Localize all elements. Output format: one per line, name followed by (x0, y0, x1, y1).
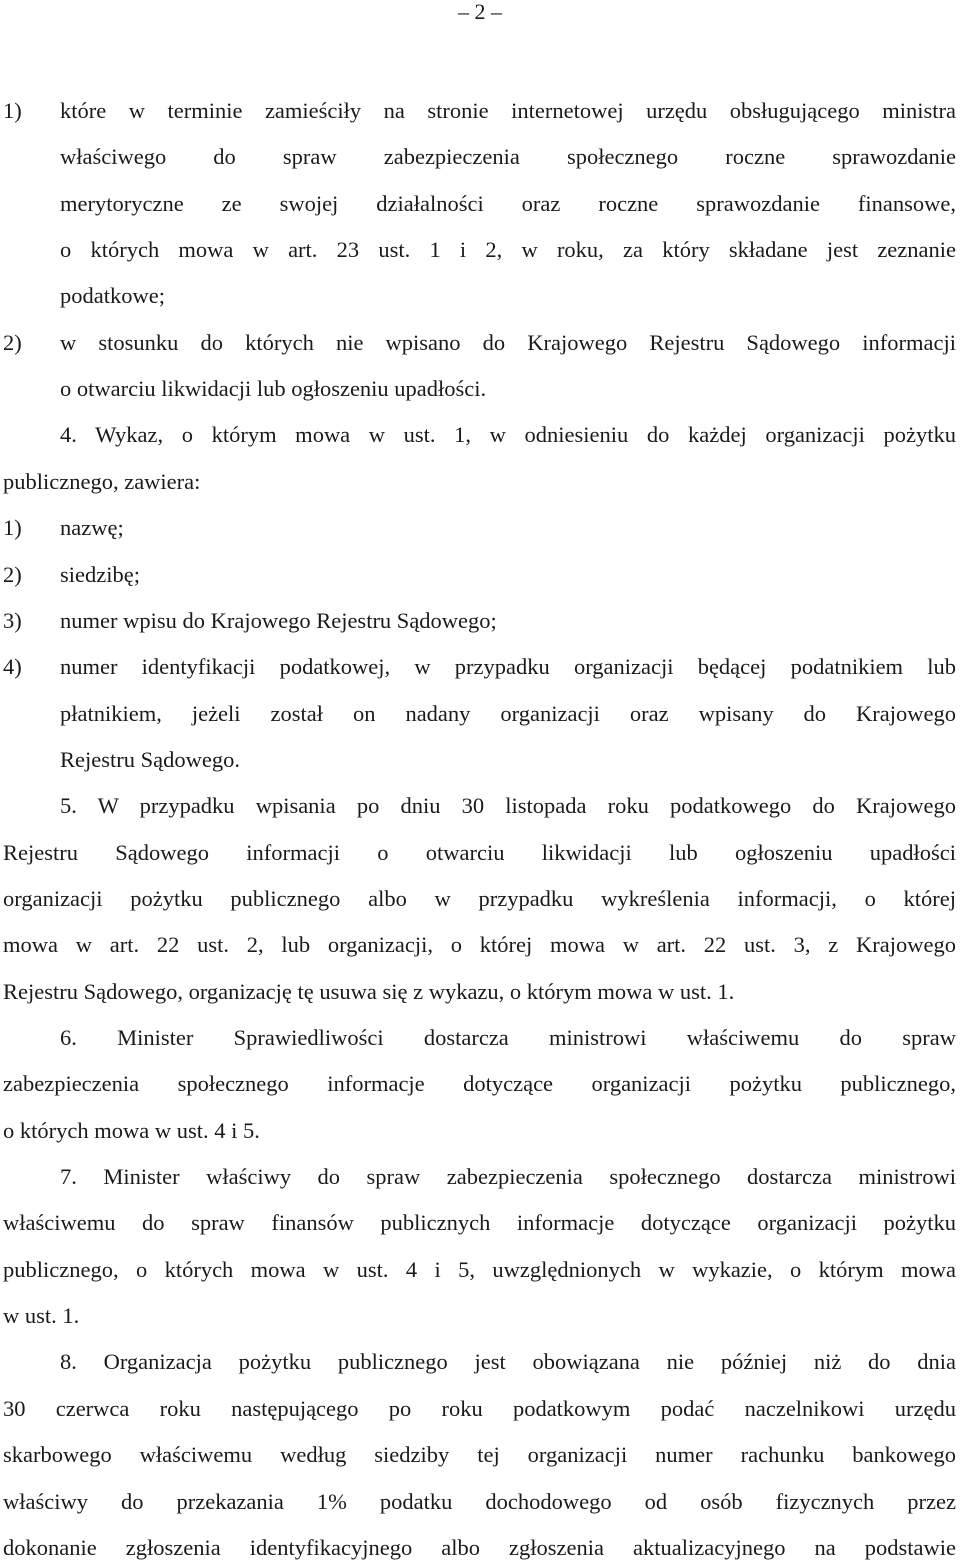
text-line (0, 606, 960, 636)
line-text: o których mowa w ust. 4 i 5. (3, 1117, 260, 1143)
page-number: – 2 – (458, 0, 502, 24)
text-line (0, 189, 960, 219)
line-text: 6. Minister Sprawiedliwości dostarcza ministrowi właściwemu do spraw (60, 1025, 956, 1050)
line-text: właściwemu do spraw finansów publicznych informacje dotyczące organizacji pożytku (3, 1210, 956, 1236)
text-line (0, 374, 960, 404)
text-line (0, 652, 960, 682)
line-text: które w terminie zamieściły na stronie internetowej urzędu obsługującego ministra (60, 98, 956, 123)
text-line (0, 420, 960, 450)
line-text: w ust. 1. (3, 1303, 80, 1329)
text-line (0, 838, 960, 868)
line-text: publicznego, o których mowa w ust. 4 i 5, uwzględnionych w wykazie, o którym mowa (3, 1256, 956, 1282)
line-text: skarbowego właściwemu według siedziby tej organizacji numer rachunku bankowego (3, 1442, 956, 1468)
line-text: nazwę; (60, 515, 124, 541)
line-text: właściwy do przekazania 1% podatku dochodowego od osób fizycznych przez (3, 1488, 956, 1514)
text-line (0, 1023, 960, 1053)
text-line (0, 1255, 960, 1285)
line-text: Rejestru Sądowego informacji o otwarciu likwidacji lub ogłoszeniu upadłości (3, 839, 956, 865)
text-line (0, 560, 960, 590)
line-text: właściwego do spraw zabezpieczenia społecznego roczne sprawozdanie (60, 144, 956, 170)
text-line (0, 1487, 960, 1517)
text-line (0, 699, 960, 729)
line-text: w stosunku do których nie wpisano do Krajowego Rejestru Sądowego informacji (60, 329, 956, 355)
text-line (0, 930, 960, 960)
line-text: Rejestru Sądowego, organizację tę usuwa się z wykazu, o którym mowa w ust. 1. (3, 978, 735, 1004)
text-line (0, 1069, 960, 1099)
line-text: numer wpisu do Krajowego Rejestru Sądowego; (60, 607, 497, 633)
list-number: 3) (3, 607, 22, 633)
line-text: 4. Wykaz, o którym mowa w ust. 1, w odniesieniu do każdej organizacji pożytku (60, 422, 956, 448)
line-text: 7. Minister właściwy do spraw zabezpieczenia społecznego dostarcza ministrowi (60, 1164, 956, 1190)
list-number: 2) (3, 561, 22, 587)
text-line (0, 142, 960, 172)
line-text: płatnikiem, jeżeli został on nadany organizacji oraz wpisany do Krajowego (60, 700, 956, 726)
line-text: 5. W przypadku wpisania po dniu 30 listopada roku podatkowego do Krajowego (60, 793, 956, 819)
line-text: dokonanie zgłoszenia identyfikacyjnego albo zgłoszenia aktualizacyjnego na podstawie (3, 1534, 956, 1560)
text-line (0, 1533, 960, 1563)
line-text: mowa w art. 22 ust. 2, lub organizacji, o której mowa w art. 22 ust. 3, z Krajowego (3, 932, 956, 958)
list-number: 4) (3, 654, 22, 680)
text-line (0, 1162, 960, 1192)
list-number: 1) (3, 515, 22, 541)
line-text: o otwarciu likwidacji lub ogłoszeniu upadłości. (60, 376, 487, 402)
text-line (0, 1208, 960, 1238)
text-line (0, 1347, 960, 1377)
line-text: numer identyfikacji podatkowej, w przypadku organizacji będącej podatnikiem lub (60, 654, 956, 680)
text-line (0, 467, 960, 497)
line-text: 8. Organizacja pożytku publicznego jest obowiązana nie później niż do dnia (60, 1349, 956, 1375)
line-text: 30 czerwca roku następującego po roku podatkowym podać naczelnikowi urzędu (3, 1395, 956, 1421)
line-text: siedzibę; (60, 561, 140, 587)
text-line (0, 328, 960, 358)
text-line (0, 1301, 960, 1331)
line-text: organizacji pożytku publicznego albo w przypadku wykreślenia informacji, o której (3, 885, 956, 911)
list-number: 2) (3, 329, 22, 355)
line-text: podatkowe; (60, 283, 165, 309)
line-text: merytoryczne ze swojej działalności oraz roczne sprawozdanie finansowe, (60, 190, 956, 216)
text-line (0, 1440, 960, 1470)
text-line (0, 791, 960, 821)
text-line (0, 977, 960, 1007)
text-line (0, 745, 960, 775)
line-text: zabezpieczenia społecznego informacje dotyczące organizacji pożytku publicznego, (3, 1071, 956, 1097)
text-line (0, 96, 960, 126)
text-line (0, 235, 960, 265)
text-line (0, 884, 960, 914)
line-text: publicznego, zawiera: (3, 468, 201, 494)
list-number: 1) (3, 98, 22, 123)
text-line (0, 1116, 960, 1146)
text-line (0, 513, 960, 543)
text-line (0, 281, 960, 311)
line-text: o których mowa w art. 23 ust. 1 i 2, w roku, za który składane jest zeznanie (60, 237, 956, 263)
line-text: Rejestru Sądowego. (60, 746, 240, 772)
text-line (0, 1394, 960, 1424)
